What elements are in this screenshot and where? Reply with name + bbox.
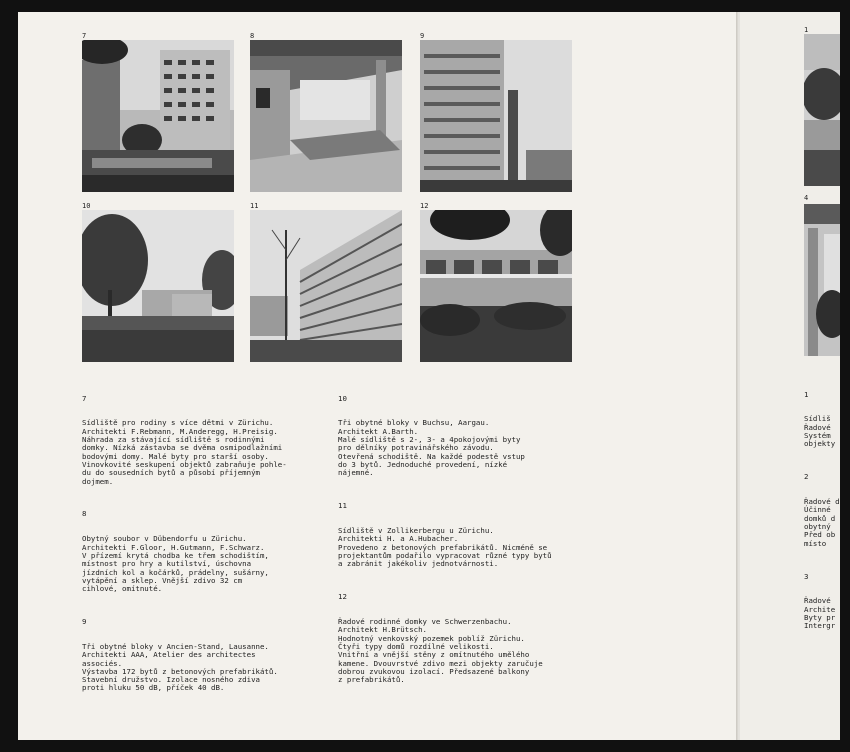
caption-text-11: Sídliště v Zollikerbergu u Zürichu. Architekti H. a A.Hubacher. Provedeno z betonových prefabrikátů. Nicméně se projektantům podařilo vypracovat různé typy bytů a zabránit jakékoliv jednotvárnosti. <box>338 526 552 569</box>
photo-11 <box>250 210 402 362</box>
right-caption-number-1: 1 <box>804 389 809 399</box>
right-caption-text-3: Řadové Archite Byty pr Intergr <box>804 596 836 631</box>
caption-text-8: Obytný soubor v Dübendorfu u Zürichu. Architekti F.Gloor, H.Gutmann, F.Schwarz. V přízemí krytá chodba ke třem schodištím, místnost pro hry a kutilství, úschovna jízdních kol a kočárků, prádelny, sušárny, vytápění a sklep. Vnější zdivo 32 cm cihlové, omítnuté. <box>82 534 269 594</box>
caption-number-12: 12 <box>338 592 347 602</box>
right-caption-number-3: 3 <box>804 571 809 581</box>
photo-number-12: 12 <box>420 202 429 210</box>
right-page-partial <box>740 12 840 740</box>
photo-12 <box>420 210 572 362</box>
right-captions <box>804 374 840 647</box>
caption-number-8: 8 <box>82 509 87 519</box>
photo-8 <box>250 40 402 192</box>
caption-text-9: Tři obytné bloky v Ancien-Stand, Lausanne. Architekti AAA, Atelier des architectes associés. Výstavba 172 bytů z betonových prefabrikátů. Stavební družstvo. Izolace nosného zdiva proti hluku 50 dB, příček 40 dB. <box>82 641 278 693</box>
photo-7 <box>82 40 234 192</box>
photo-9 <box>420 40 572 192</box>
right-caption-text-1: Sídliš Řadové Systém objekty <box>804 414 836 449</box>
caption-number-11: 11 <box>338 501 347 511</box>
left-page <box>18 12 738 740</box>
right-caption-number-2: 2 <box>804 472 809 482</box>
right-photo-4 <box>804 204 840 356</box>
photo-number-11: 11 <box>250 202 259 210</box>
caption-number-9: 9 <box>82 617 87 627</box>
photo-number-10: 10 <box>82 202 91 210</box>
right-photo-number-4: 4 <box>804 194 809 202</box>
right-photo-1 <box>804 34 840 186</box>
caption-number-10: 10 <box>338 393 347 403</box>
right-caption-text-2: Řadové d Účinné domků d obytný Před ob místo <box>804 497 840 548</box>
right-photo-number-1: 1 <box>804 26 809 34</box>
captions-column-1 <box>82 378 287 717</box>
photo-number-7: 7 <box>82 32 87 40</box>
photo-number-8: 8 <box>250 32 255 40</box>
caption-text-10: Tři obytné bloky v Buchsu, Aargau. Architekt A.Barth. Malé sídliště s 2-, 3- a 4pokojovými byty pro dělníky potravinářského závodu. Otevřená schodiště. Na každé podestě vstup do 3 bytů. Jednoduché provedení, nízké nájemné. <box>338 418 525 478</box>
photo-number-9: 9 <box>420 32 425 40</box>
captions-column-2 <box>338 378 552 709</box>
photo-10 <box>82 210 234 362</box>
caption-text-12: Řadové rodinné domky ve Schwerzenbachu. Architekt H.Brütsch. Hodnotný venkovský pozemek poblíž Zürichu. Čtyři typy domů rozdílné velikosti. Vnitřní a vnější stěny z omítnutého umělého kamene. Dvouvrstvé zdivo mezi objekty zaručuje dobrou zvukovou izolací. Předsazené balkony z prefabrikátů. <box>338 617 543 685</box>
caption-text-7: Sídliště pro rodiny s více dětmi v Zürichu. Architekti F.Rebmann, M.Anderegg, H.Preisig. Náhrada za stávající sídliště s rodinnými domky. Nízká zástavba se dvěma osmipodlažními bodovými domy. Malé byty pro starší osoby. Vinovkovité seskupení objektů zabraňuje pohle- du do sousedních bytů a působí příjemným dojmem. <box>82 418 287 486</box>
caption-number-7: 7 <box>82 393 87 403</box>
